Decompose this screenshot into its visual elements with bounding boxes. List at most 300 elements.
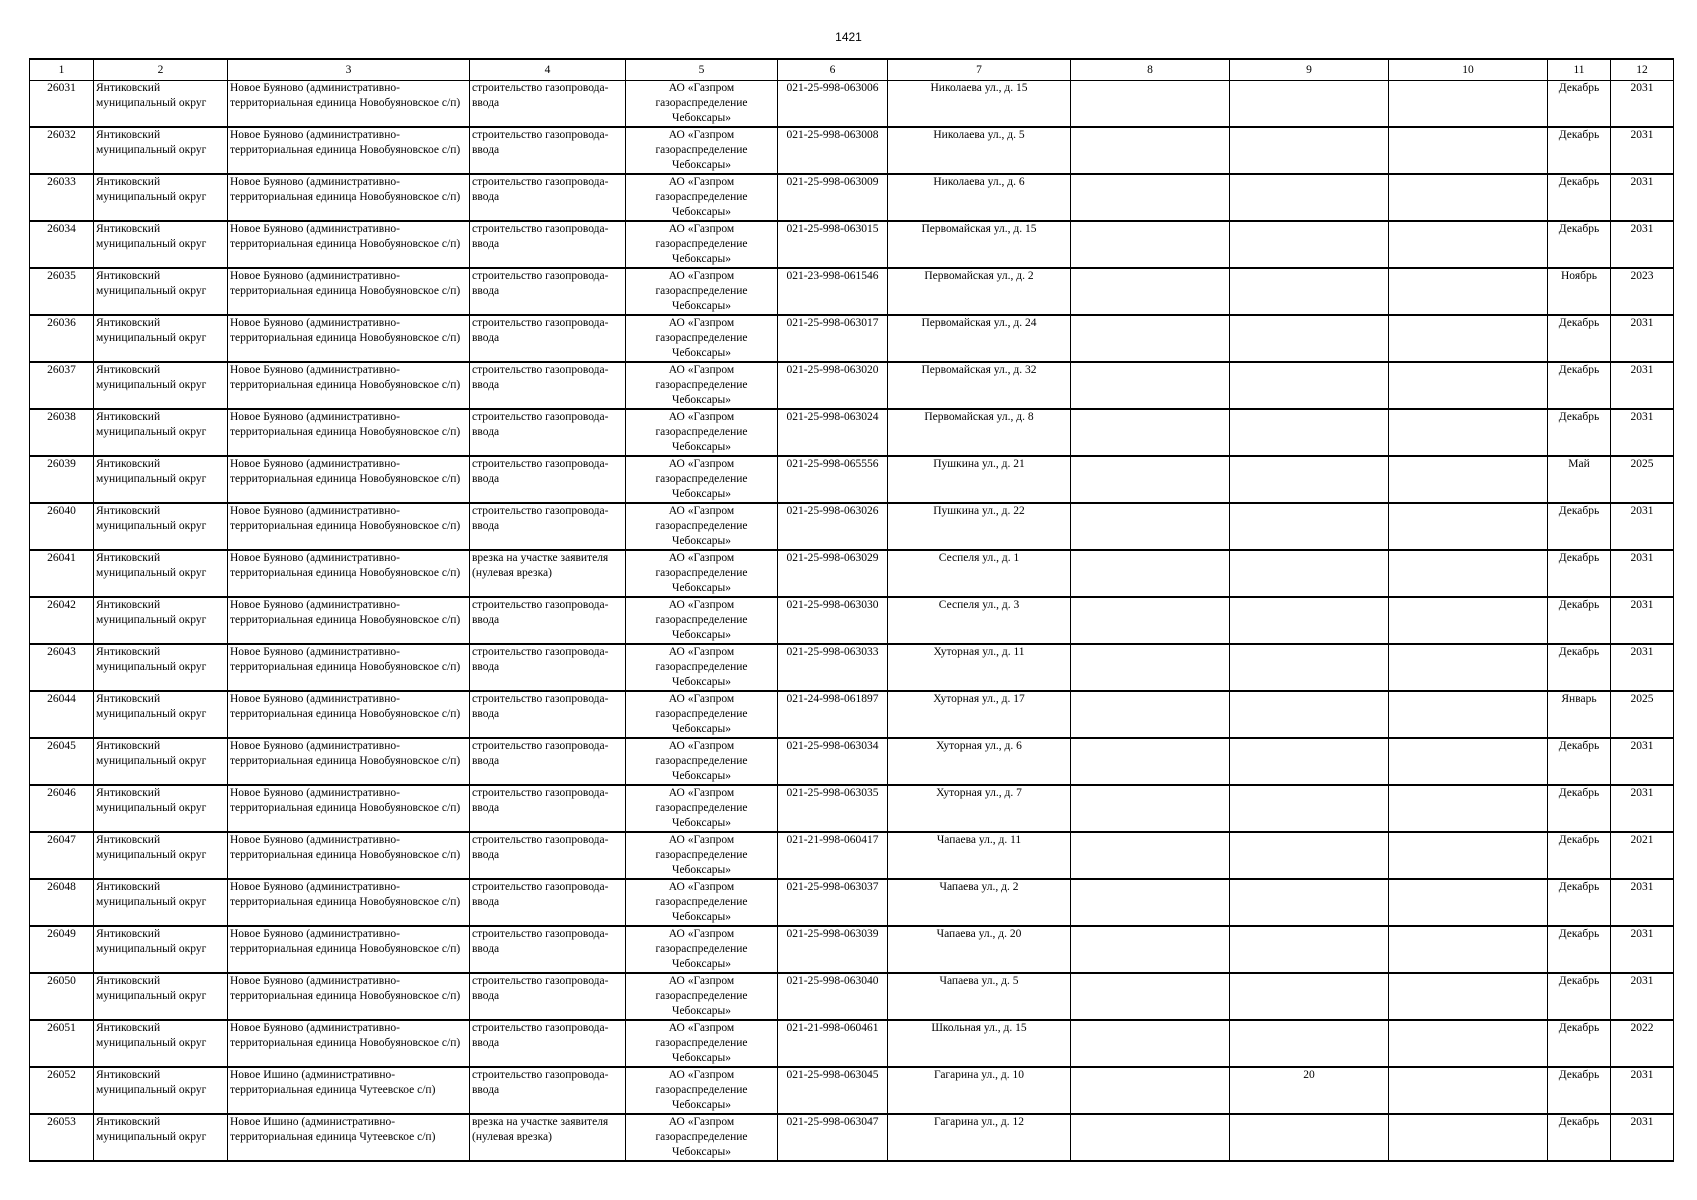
cell-organization: АО «Газпром газораспределение Чебоксары» <box>626 832 778 879</box>
cell-year: 2031 <box>1611 785 1674 832</box>
cell-col-10 <box>1389 879 1548 926</box>
cell-district: Янтиковский муниципальный округ <box>94 221 228 268</box>
cell-organization: АО «Газпром газораспределение Чебоксары» <box>626 879 778 926</box>
cell-year: 2031 <box>1611 315 1674 362</box>
cell-col-8 <box>1071 1067 1230 1114</box>
column-header: 3 <box>228 59 470 81</box>
cell-month: Декабрь <box>1548 644 1611 691</box>
cell-month: Декабрь <box>1548 127 1611 174</box>
cell-locality: Новое Буяново (административно-территориальная единица Новобуяновское с/п) <box>228 315 470 362</box>
cell-year: 2031 <box>1611 174 1674 221</box>
cell-col-10 <box>1389 597 1548 644</box>
cell-col-9 <box>1230 973 1389 1020</box>
cell-month: Декабрь <box>1548 597 1611 644</box>
table-row <box>30 1067 1674 1114</box>
cell-work-type: строительство газопровода-ввода <box>470 1067 626 1114</box>
cell-district: Янтиковский муниципальный округ <box>94 315 228 362</box>
cell-work-type: строительство газопровода-ввода <box>470 738 626 785</box>
cell-district: Янтиковский муниципальный округ <box>94 691 228 738</box>
cell-col-8 <box>1071 691 1230 738</box>
cell-year: 2031 <box>1611 221 1674 268</box>
cell-locality: Новое Буяново (административно-территориальная единица Новобуяновское с/п) <box>228 456 470 503</box>
cell-object-code: 021-25-998-063015 <box>778 221 888 268</box>
cell-locality: Новое Буяново (административно-территориальная единица Новобуяновское с/п) <box>228 597 470 644</box>
cell-month: Декабрь <box>1548 1067 1611 1114</box>
cell-col-8 <box>1071 832 1230 879</box>
cell-col-8 <box>1071 221 1230 268</box>
cell-district: Янтиковский муниципальный округ <box>94 1114 228 1161</box>
table-row <box>30 973 1674 1020</box>
cell-col-8 <box>1071 81 1230 128</box>
cell-col-9 <box>1230 597 1389 644</box>
cell-col-8 <box>1071 503 1230 550</box>
cell-district: Янтиковский муниципальный округ <box>94 127 228 174</box>
cell-work-type: строительство газопровода-ввода <box>470 1020 626 1067</box>
cell-locality: Новое Буяново (административно-территориальная единица Новобуяновское с/п) <box>228 926 470 973</box>
cell-organization: АО «Газпром газораспределение Чебоксары» <box>626 503 778 550</box>
table-row <box>30 503 1674 550</box>
cell-col-10 <box>1389 503 1548 550</box>
cell-number: 26032 <box>30 127 94 174</box>
cell-work-type: строительство газопровода-ввода <box>470 362 626 409</box>
cell-col-10 <box>1389 1114 1548 1161</box>
cell-col-9 <box>1230 221 1389 268</box>
cell-object-code: 021-25-998-063008 <box>778 127 888 174</box>
cell-year: 2031 <box>1611 738 1674 785</box>
cell-locality: Новое Буяново (административно-территориальная единица Новобуяновское с/п) <box>228 362 470 409</box>
cell-address: Гагарина ул., д. 10 <box>888 1067 1071 1114</box>
cell-district: Янтиковский муниципальный округ <box>94 409 228 456</box>
cell-address: Николаева ул., д. 6 <box>888 174 1071 221</box>
cell-object-code: 021-24-998-061897 <box>778 691 888 738</box>
cell-col-8 <box>1071 1020 1230 1067</box>
cell-object-code: 021-25-998-063047 <box>778 1114 888 1161</box>
cell-work-type: строительство газопровода-ввода <box>470 973 626 1020</box>
cell-col-8 <box>1071 268 1230 315</box>
cell-number: 26041 <box>30 550 94 597</box>
cell-locality: Новое Буяново (административно-территориальная единица Новобуяновское с/п) <box>228 81 470 128</box>
cell-district: Янтиковский муниципальный округ <box>94 1020 228 1067</box>
cell-address: Первомайская ул., д. 32 <box>888 362 1071 409</box>
cell-district: Янтиковский муниципальный округ <box>94 597 228 644</box>
cell-locality: Новое Буяново (административно-территориальная единица Новобуяновское с/п) <box>228 785 470 832</box>
cell-locality: Новое Буяново (административно-территориальная единица Новобуяновское с/п) <box>228 832 470 879</box>
cell-object-code: 021-25-998-063045 <box>778 1067 888 1114</box>
cell-number: 26047 <box>30 832 94 879</box>
cell-year: 2025 <box>1611 456 1674 503</box>
cell-month: Май <box>1548 456 1611 503</box>
cell-month: Декабрь <box>1548 503 1611 550</box>
cell-district: Янтиковский муниципальный округ <box>94 973 228 1020</box>
column-header: 1 <box>30 59 94 81</box>
cell-organization: АО «Газпром газораспределение Чебоксары» <box>626 127 778 174</box>
cell-object-code: 021-25-998-063039 <box>778 926 888 973</box>
cell-address: Хуторная ул., д. 6 <box>888 738 1071 785</box>
cell-object-code: 021-25-998-063020 <box>778 362 888 409</box>
cell-locality: Новое Буяново (административно-территориальная единица Новобуяновское с/п) <box>228 503 470 550</box>
cell-col-8 <box>1071 127 1230 174</box>
cell-number: 26038 <box>30 409 94 456</box>
cell-work-type: строительство газопровода-ввода <box>470 221 626 268</box>
cell-col-10 <box>1389 456 1548 503</box>
cell-district: Янтиковский муниципальный округ <box>94 362 228 409</box>
cell-work-type: строительство газопровода-ввода <box>470 879 626 926</box>
cell-address: Первомайская ул., д. 2 <box>888 268 1071 315</box>
cell-year: 2031 <box>1611 879 1674 926</box>
cell-col-8 <box>1071 174 1230 221</box>
table-row <box>30 81 1674 128</box>
cell-number: 26035 <box>30 268 94 315</box>
cell-number: 26046 <box>30 785 94 832</box>
cell-col-9 <box>1230 1020 1389 1067</box>
cell-month: Декабрь <box>1548 174 1611 221</box>
cell-col-8 <box>1071 315 1230 362</box>
cell-col-9 <box>1230 879 1389 926</box>
cell-col-10 <box>1389 409 1548 456</box>
cell-district: Янтиковский муниципальный округ <box>94 926 228 973</box>
cell-month: Декабрь <box>1548 832 1611 879</box>
cell-locality: Новое Буяново (административно-территориальная единица Новобуяновское с/п) <box>228 268 470 315</box>
cell-organization: АО «Газпром газораспределение Чебоксары» <box>626 362 778 409</box>
cell-district: Янтиковский муниципальный округ <box>94 832 228 879</box>
column-header: 11 <box>1548 59 1611 81</box>
cell-object-code: 021-25-998-063037 <box>778 879 888 926</box>
cell-organization: АО «Газпром газораспределение Чебоксары» <box>626 1114 778 1161</box>
cell-work-type: строительство газопровода-ввода <box>470 268 626 315</box>
cell-number: 26045 <box>30 738 94 785</box>
cell-organization: АО «Газпром газораспределение Чебоксары» <box>626 1067 778 1114</box>
cell-address: Гагарина ул., д. 12 <box>888 1114 1071 1161</box>
column-header-row <box>30 59 1674 81</box>
table-row <box>30 268 1674 315</box>
cell-month: Декабрь <box>1548 221 1611 268</box>
cell-organization: АО «Газпром газораспределение Чебоксары» <box>626 691 778 738</box>
cell-locality: Новое Буяново (административно-территориальная единица Новобуяновское с/п) <box>228 221 470 268</box>
cell-locality: Новое Ишино (административно-территориальная единица Чутеевское с/п) <box>228 1067 470 1114</box>
table-row <box>30 738 1674 785</box>
cell-month: Декабрь <box>1548 1114 1611 1161</box>
cell-year: 2031 <box>1611 550 1674 597</box>
cell-col-9 <box>1230 174 1389 221</box>
cell-col-10 <box>1389 832 1548 879</box>
cell-month: Декабрь <box>1548 315 1611 362</box>
cell-col-8 <box>1071 926 1230 973</box>
cell-col-8 <box>1071 785 1230 832</box>
cell-object-code: 021-25-998-063034 <box>778 738 888 785</box>
column-header: 4 <box>470 59 626 81</box>
cell-locality: Новое Ишино (административно-территориальная единица Чутеевское с/п) <box>228 1114 470 1161</box>
cell-col-10 <box>1389 174 1548 221</box>
table-row <box>30 785 1674 832</box>
cell-col-8 <box>1071 738 1230 785</box>
cell-number: 26053 <box>30 1114 94 1161</box>
cell-address: Чапаева ул., д. 5 <box>888 973 1071 1020</box>
cell-month: Декабрь <box>1548 362 1611 409</box>
cell-number: 26036 <box>30 315 94 362</box>
cell-organization: АО «Газпром газораспределение Чебоксары» <box>626 174 778 221</box>
cell-year: 2031 <box>1611 81 1674 128</box>
cell-month: Декабрь <box>1548 926 1611 973</box>
cell-work-type: строительство газопровода-ввода <box>470 174 626 221</box>
cell-number: 26040 <box>30 503 94 550</box>
cell-col-9 <box>1230 315 1389 362</box>
cell-address: Пушкина ул., д. 21 <box>888 456 1071 503</box>
cell-number: 26043 <box>30 644 94 691</box>
cell-address: Первомайская ул., д. 15 <box>888 221 1071 268</box>
cell-address: Николаева ул., д. 5 <box>888 127 1071 174</box>
cell-col-9 <box>1230 691 1389 738</box>
cell-number: 26051 <box>30 1020 94 1067</box>
cell-district: Янтиковский муниципальный округ <box>94 1067 228 1114</box>
page-number: 1421 <box>835 30 862 44</box>
cell-col-8 <box>1071 973 1230 1020</box>
cell-district: Янтиковский муниципальный округ <box>94 879 228 926</box>
cell-address: Школьная ул., д. 15 <box>888 1020 1071 1067</box>
column-header: 5 <box>626 59 778 81</box>
cell-col-8 <box>1071 879 1230 926</box>
cell-locality: Новое Буяново (административно-территориальная единица Новобуяновское с/п) <box>228 1020 470 1067</box>
cell-organization: АО «Газпром газораспределение Чебоксары» <box>626 597 778 644</box>
cell-organization: АО «Газпром газораспределение Чебоксары» <box>626 456 778 503</box>
cell-year: 2025 <box>1611 691 1674 738</box>
cell-col-10 <box>1389 785 1548 832</box>
cell-organization: АО «Газпром газораспределение Чебоксары» <box>626 1020 778 1067</box>
cell-col-10 <box>1389 268 1548 315</box>
cell-district: Янтиковский муниципальный округ <box>94 644 228 691</box>
table-row <box>30 644 1674 691</box>
cell-col-8 <box>1071 409 1230 456</box>
cell-month: Январь <box>1548 691 1611 738</box>
cell-col-9 <box>1230 409 1389 456</box>
cell-col-8 <box>1071 644 1230 691</box>
cell-col-10 <box>1389 315 1548 362</box>
table-row <box>30 409 1674 456</box>
table-row <box>30 879 1674 926</box>
cell-object-code: 021-25-998-063029 <box>778 550 888 597</box>
cell-object-code: 021-23-998-061546 <box>778 268 888 315</box>
cell-month: Декабрь <box>1548 550 1611 597</box>
cell-col-8 <box>1071 362 1230 409</box>
cell-work-type: строительство газопровода-ввода <box>470 503 626 550</box>
cell-col-10 <box>1389 738 1548 785</box>
cell-object-code: 021-25-998-063026 <box>778 503 888 550</box>
column-header: 10 <box>1389 59 1548 81</box>
cell-year: 2021 <box>1611 832 1674 879</box>
table-row <box>30 691 1674 738</box>
cell-address: Сеспеля ул., д. 1 <box>888 550 1071 597</box>
cell-object-code: 021-25-998-063024 <box>778 409 888 456</box>
cell-col-9 <box>1230 550 1389 597</box>
cell-object-code: 021-25-998-063033 <box>778 644 888 691</box>
cell-district: Янтиковский муниципальный округ <box>94 785 228 832</box>
cell-district: Янтиковский муниципальный округ <box>94 738 228 785</box>
cell-object-code: 021-25-998-063035 <box>778 785 888 832</box>
cell-organization: АО «Газпром газораспределение Чебоксары» <box>626 738 778 785</box>
cell-address: Хуторная ул., д. 11 <box>888 644 1071 691</box>
cell-work-type: строительство газопровода-ввода <box>470 409 626 456</box>
cell-year: 2031 <box>1611 1114 1674 1161</box>
cell-locality: Новое Буяново (административно-территориальная единица Новобуяновское с/п) <box>228 738 470 785</box>
column-header: 7 <box>888 59 1071 81</box>
cell-work-type: строительство газопровода-ввода <box>470 644 626 691</box>
cell-month: Ноябрь <box>1548 268 1611 315</box>
cell-district: Янтиковский муниципальный округ <box>94 456 228 503</box>
cell-number: 26039 <box>30 456 94 503</box>
cell-col-10 <box>1389 926 1548 973</box>
cell-col-8 <box>1071 456 1230 503</box>
cell-col-9 <box>1230 456 1389 503</box>
cell-year: 2031 <box>1611 127 1674 174</box>
cell-col-9: 20 <box>1230 1067 1389 1114</box>
cell-address: Сеспеля ул., д. 3 <box>888 597 1071 644</box>
cell-month: Декабрь <box>1548 1020 1611 1067</box>
cell-address: Пушкина ул., д. 22 <box>888 503 1071 550</box>
column-header: 9 <box>1230 59 1389 81</box>
table-row <box>30 456 1674 503</box>
cell-col-8 <box>1071 597 1230 644</box>
column-header: 12 <box>1611 59 1674 81</box>
cell-number: 26048 <box>30 879 94 926</box>
cell-organization: АО «Газпром газораспределение Чебоксары» <box>626 926 778 973</box>
table-row <box>30 362 1674 409</box>
cell-organization: АО «Газпром газораспределение Чебоксары» <box>626 973 778 1020</box>
cell-work-type: врезка на участке заявителя (нулевая врезка) <box>470 550 626 597</box>
cell-col-8 <box>1071 550 1230 597</box>
cell-year: 2031 <box>1611 362 1674 409</box>
cell-address: Хуторная ул., д. 7 <box>888 785 1071 832</box>
cell-col-9 <box>1230 127 1389 174</box>
cell-col-10 <box>1389 1067 1548 1114</box>
cell-col-10 <box>1389 550 1548 597</box>
cell-locality: Новое Буяново (административно-территориальная единица Новобуяновское с/п) <box>228 973 470 1020</box>
table-row <box>30 221 1674 268</box>
cell-col-9 <box>1230 644 1389 691</box>
cell-month: Декабрь <box>1548 879 1611 926</box>
cell-object-code: 021-25-998-063009 <box>778 174 888 221</box>
cell-year: 2031 <box>1611 644 1674 691</box>
cell-col-9 <box>1230 268 1389 315</box>
cell-district: Янтиковский муниципальный округ <box>94 174 228 221</box>
table-row <box>30 597 1674 644</box>
cell-number: 26031 <box>30 81 94 128</box>
cell-col-10 <box>1389 644 1548 691</box>
table-row <box>30 926 1674 973</box>
cell-address: Чапаева ул., д. 11 <box>888 832 1071 879</box>
cell-month: Декабрь <box>1548 409 1611 456</box>
cell-work-type: строительство газопровода-ввода <box>470 785 626 832</box>
cell-district: Янтиковский муниципальный округ <box>94 81 228 128</box>
cell-col-9 <box>1230 81 1389 128</box>
cell-year: 2031 <box>1611 597 1674 644</box>
cell-col-9 <box>1230 1114 1389 1161</box>
cell-col-10 <box>1389 362 1548 409</box>
cell-object-code: 021-25-998-063017 <box>778 315 888 362</box>
cell-work-type: строительство газопровода-ввода <box>470 691 626 738</box>
cell-organization: АО «Газпром газораспределение Чебоксары» <box>626 315 778 362</box>
cell-locality: Новое Буяново (административно-территориальная единица Новобуяновское с/п) <box>228 691 470 738</box>
cell-col-9 <box>1230 785 1389 832</box>
table-body <box>30 81 1674 1162</box>
cell-work-type: врезка на участке заявителя (нулевая врезка) <box>470 1114 626 1161</box>
cell-object-code: 021-25-998-063006 <box>778 81 888 128</box>
cell-district: Янтиковский муниципальный округ <box>94 268 228 315</box>
cell-locality: Новое Буяново (административно-территориальная единица Новобуяновское с/п) <box>228 409 470 456</box>
cell-object-code: 021-25-998-063040 <box>778 973 888 1020</box>
cell-col-10 <box>1389 81 1548 128</box>
cell-address: Чапаева ул., д. 2 <box>888 879 1071 926</box>
cell-col-9 <box>1230 738 1389 785</box>
cell-object-code: 021-21-998-060417 <box>778 832 888 879</box>
cell-work-type: строительство газопровода-ввода <box>470 127 626 174</box>
cell-object-code: 021-25-998-065556 <box>778 456 888 503</box>
cell-work-type: строительство газопровода-ввода <box>470 597 626 644</box>
cell-col-9 <box>1230 832 1389 879</box>
cell-month: Декабрь <box>1548 973 1611 1020</box>
cell-number: 26049 <box>30 926 94 973</box>
cell-organization: АО «Газпром газораспределение Чебоксары» <box>626 81 778 128</box>
table-row <box>30 1020 1674 1067</box>
cell-month: Декабрь <box>1548 738 1611 785</box>
cell-address: Хуторная ул., д. 17 <box>888 691 1071 738</box>
cell-col-10 <box>1389 221 1548 268</box>
cell-month: Декабрь <box>1548 81 1611 128</box>
cell-col-9 <box>1230 926 1389 973</box>
table-row <box>30 174 1674 221</box>
cell-year: 2031 <box>1611 926 1674 973</box>
cell-year: 2023 <box>1611 268 1674 315</box>
cell-number: 26042 <box>30 597 94 644</box>
cell-organization: АО «Газпром газораспределение Чебоксары» <box>626 221 778 268</box>
cell-address: Николаева ул., д. 15 <box>888 81 1071 128</box>
cell-work-type: строительство газопровода-ввода <box>470 926 626 973</box>
cell-address: Первомайская ул., д. 8 <box>888 409 1071 456</box>
cell-work-type: строительство газопровода-ввода <box>470 456 626 503</box>
cell-address: Чапаева ул., д. 20 <box>888 926 1071 973</box>
cell-object-code: 021-21-998-060461 <box>778 1020 888 1067</box>
cell-col-8 <box>1071 1114 1230 1161</box>
column-header: 6 <box>778 59 888 81</box>
table-row <box>30 315 1674 362</box>
cell-number: 26037 <box>30 362 94 409</box>
cell-organization: АО «Газпром газораспределение Чебоксары» <box>626 550 778 597</box>
cell-locality: Новое Буяново (административно-территориальная единица Новобуяновское с/п) <box>228 644 470 691</box>
table-row <box>30 550 1674 597</box>
cell-district: Янтиковский муниципальный округ <box>94 503 228 550</box>
column-header: 8 <box>1071 59 1230 81</box>
cell-locality: Новое Буяново (административно-территориальная единица Новобуяновское с/п) <box>228 127 470 174</box>
cell-locality: Новое Буяново (административно-территориальная единица Новобуяновское с/п) <box>228 550 470 597</box>
cell-number: 26033 <box>30 174 94 221</box>
table-row <box>30 127 1674 174</box>
cell-col-10 <box>1389 973 1548 1020</box>
cell-address: Первомайская ул., д. 24 <box>888 315 1071 362</box>
table-row <box>30 1114 1674 1161</box>
cell-work-type: строительство газопровода-ввода <box>470 315 626 362</box>
cell-organization: АО «Газпром газораспределение Чебоксары» <box>626 409 778 456</box>
cell-organization: АО «Газпром газораспределение Чебоксары» <box>626 644 778 691</box>
cell-col-9 <box>1230 503 1389 550</box>
cell-col-9 <box>1230 362 1389 409</box>
cell-work-type: строительство газопровода-ввода <box>470 81 626 128</box>
cell-work-type: строительство газопровода-ввода <box>470 832 626 879</box>
cell-year: 2031 <box>1611 503 1674 550</box>
table-row <box>30 832 1674 879</box>
cell-organization: АО «Газпром газораспределение Чебоксары» <box>626 785 778 832</box>
cell-year: 2031 <box>1611 409 1674 456</box>
cell-col-10 <box>1389 127 1548 174</box>
cell-year: 2022 <box>1611 1020 1674 1067</box>
cell-object-code: 021-25-998-063030 <box>778 597 888 644</box>
